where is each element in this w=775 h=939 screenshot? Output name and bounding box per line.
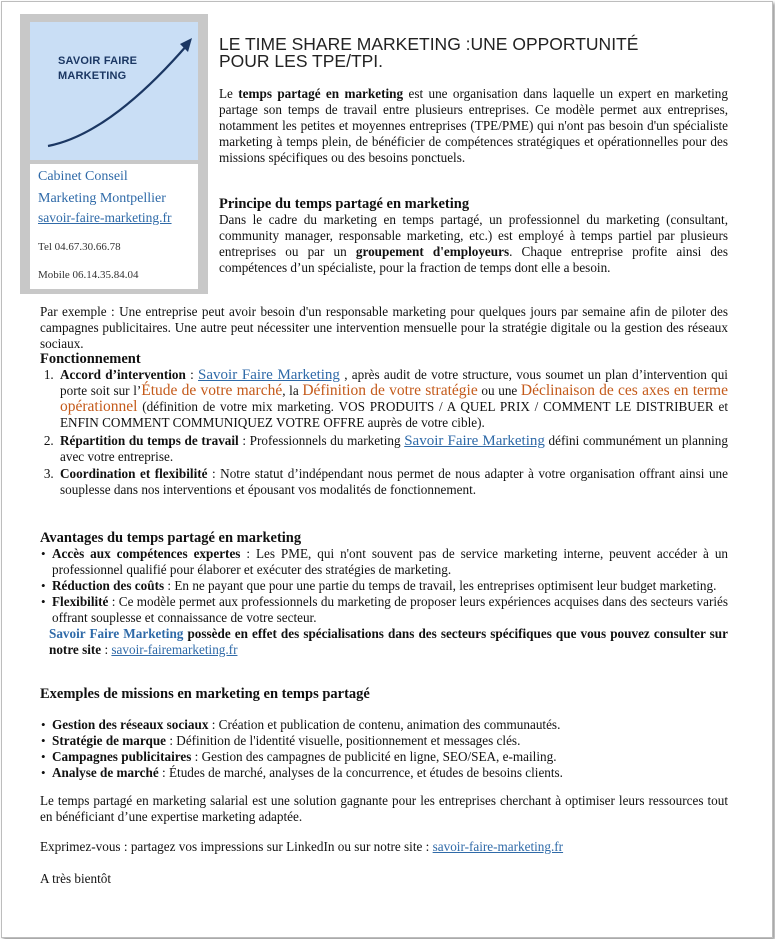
item1-o1: Étude de votre marché — [141, 382, 283, 399]
company-logo — [30, 22, 198, 160]
avantage-3-bold: Flexibilité — [52, 594, 109, 609]
expression-paragraph — [40, 839, 728, 855]
list-item — [52, 594, 728, 626]
avantage-2-text: : En ne payant que pour une partie du temps de travail, les entreprises optimisent leur budget marketing. — [164, 578, 717, 593]
exemples-list — [40, 717, 728, 781]
list-item — [52, 749, 728, 765]
exemple-paragraph: Par exemple : Une entreprise peut avoir besoin d'un responsable marketing pour quelques jours par semaine afin de piloter des campagnes publicitaires. Une autre peut nécessiter une intervention mensuelle pour la stratégie digitale ou la gestion des réseaux sociaux. — [40, 304, 728, 351]
list-item — [52, 546, 728, 578]
exemple-4-bold: Analyse de marché — [52, 765, 159, 780]
list-item — [57, 367, 728, 431]
item1-t3: ou une — [477, 383, 521, 398]
avantages-closing — [40, 626, 728, 658]
avantage-2-bold: Réduction des coûts — [52, 578, 165, 593]
closing-sep: : — [101, 642, 112, 657]
principe-paragraph — [219, 212, 728, 276]
item1-bold: Accord d’intervention — [60, 367, 186, 382]
contact-site-link[interactable]: savoir-faire-marketing.fr — [38, 210, 172, 225]
signoff: A très bientôt — [40, 871, 112, 886]
fonctionnement-list — [40, 367, 728, 498]
avantages-list — [40, 546, 728, 658]
item1-t2: , la — [282, 383, 303, 398]
item3-t1: : Notre statut d’indépendant nous permet de nous adapter à votre organisation offrant ainsi une souplesse dans nos interventions et épousant vos modalités de fonctionnement. — [60, 466, 728, 497]
contact-card — [30, 164, 198, 289]
list-item — [52, 765, 728, 781]
exemple-2-bold: Stratégie de marque — [52, 733, 167, 748]
avantage-1-text: : Les PME, qui n'ont souvent pas de service marketing interne, peuvent accéder à un professionnel qualifié pour élaborer et exécuter des stratégies de marketing. — [52, 546, 729, 577]
contact-sidebar — [20, 14, 208, 294]
contact-line-2: Marketing Montpellier — [38, 191, 166, 206]
item1-t4: (définition de votre mix marketing. VOS PRODUITS / A QUEL PRIX / COMMENT LE DISTRIBUER et ENFIN COMMENT COMMUNIQUEZ VOTRE OFFRE auprès de votre cible). — [60, 399, 728, 430]
site-link[interactable]: savoir-fairemarketing.fr — [111, 642, 238, 657]
title-line-2: POUR LES TPE/TPI. — [219, 51, 384, 71]
page-title — [219, 36, 739, 70]
document-page — [1, 1, 773, 938]
principe-post: . Chaque entreprise profite ainsi des compétences d’un spécialiste, pour la fraction de temps dont elle a besoin. — [219, 244, 728, 275]
logo-text — [58, 54, 137, 84]
exemple-2-text: : Définition de l'identité visuelle, positionnement et messages clés. — [166, 733, 521, 748]
closing-bold: possède en effet des spécialisations dans des secteurs spécifiques que vous pouvez consulter sur notre site — [49, 626, 728, 657]
closing-blue: Savoir Faire Marketing — [49, 626, 184, 641]
exemple-1-text: : Création et publication de contenu, animation des communautés. — [208, 717, 561, 732]
list-item — [57, 433, 728, 465]
item2-t1: : Professionnels du marketing — [238, 433, 405, 448]
exemple-3-text: : Gestion des campagnes de publicité en ligne, SEO/SEA, e-mailing. — [191, 749, 557, 764]
list-item — [52, 578, 728, 594]
item3-bold: Coordination et flexibilité — [60, 466, 208, 481]
item2-bold: Répartition du temps de travail — [60, 433, 239, 448]
intro-pre: Le — [219, 86, 239, 101]
exemple-3-bold: Campagnes publicitaires — [52, 749, 192, 764]
site-link[interactable]: savoir-faire-marketing.fr — [432, 839, 564, 854]
list-item — [52, 717, 728, 733]
intro-bold: temps partagé en marketing — [238, 86, 404, 101]
exemples-heading: Exemples de missions en marketing en temps partagé — [40, 686, 370, 702]
logo-line-1: SAVOIR FAIRE — [58, 55, 138, 67]
principe-heading: Principe du temps partagé en marketing — [219, 196, 470, 212]
logo-line-2: MARKETING — [58, 70, 127, 82]
fonctionnement-heading: Fonctionnement — [40, 351, 141, 367]
contact-mobile: Mobile 06.14.35.84.04 — [38, 269, 139, 281]
savoir-faire-link[interactable]: Savoir Faire Marketing — [404, 433, 545, 449]
savoir-faire-link[interactable]: Savoir Faire Marketing — [198, 367, 340, 383]
expression-text: Exprimez-vous : partagez vos impressions sur LinkedIn ou sur notre site : — [40, 839, 433, 854]
conclusion-paragraph: Le temps partagé en marketing salarial est une solution gagnante pour les entreprises cherchant à optimiser leurs ressources tout en bénéficiant d’une expertise marketing adaptée. — [40, 793, 728, 824]
exemple-1-bold: Gestion des réseaux sociaux — [52, 717, 209, 732]
arrow-logo-icon — [30, 22, 198, 160]
title-line-1: LE TIME SHARE MARKETING :UNE OPPORTUNITÉ — [219, 34, 639, 54]
intro-paragraph — [219, 86, 728, 166]
principe-pre: Dans le cadre du marketing en temps partagé, un professionnel du marketing (consultant, community manager, responsable marketing, etc.) est employé à temps partiel par plusieurs entreprises ou par un — [219, 212, 728, 259]
item1-t1: , après audit de votre structure, vous soumet un plan d’intervention qui porte soit sur l’ — [60, 367, 728, 398]
list-item — [57, 466, 728, 498]
exemple-4-text: : Études de marché, analyses de la concurrence, et études de besoins clients. — [158, 765, 563, 780]
contact-name — [38, 166, 166, 210]
list-item — [52, 733, 728, 749]
item1-o2: Définition de votre stratégie — [302, 382, 478, 399]
contact-tel: Tel 04.67.30.66.78 — [38, 241, 121, 253]
avantage-3-text: : Ce modèle permet aux professionnels du marketing de proposer leurs expériences acquises dans des secteurs variés offrant souplesse et connaissance de votre secteur. — [52, 594, 728, 625]
avantage-1-bold: Accès aux compétences expertes — [52, 546, 241, 561]
item2-t2: défini communément un planning avec votre entreprise. — [60, 433, 728, 464]
contact-line-1: Cabinet Conseil — [38, 169, 128, 184]
avantages-heading: Avantages du temps partagé en marketing — [40, 530, 302, 546]
item1-o3: Déclinaison de ces axes en terme opérationnel — [60, 382, 728, 415]
intro-rest: est une organisation dans laquelle un expert en marketing partage son temps de travail entre plusieurs entreprises. Ce modèle permet aux entreprises, notamment les petites et moyennes entreprises (TPE/PME) qui n'ont pas besoin d'un spécialiste marketing à temps plein, de bénéficier de compétences stratégiques et opérationnelles pour des missions spécifiques ou des besoins ponctuels. — [219, 86, 728, 165]
item1-sep: : — [185, 367, 199, 382]
principe-bold: groupement d'employeurs — [355, 244, 510, 259]
